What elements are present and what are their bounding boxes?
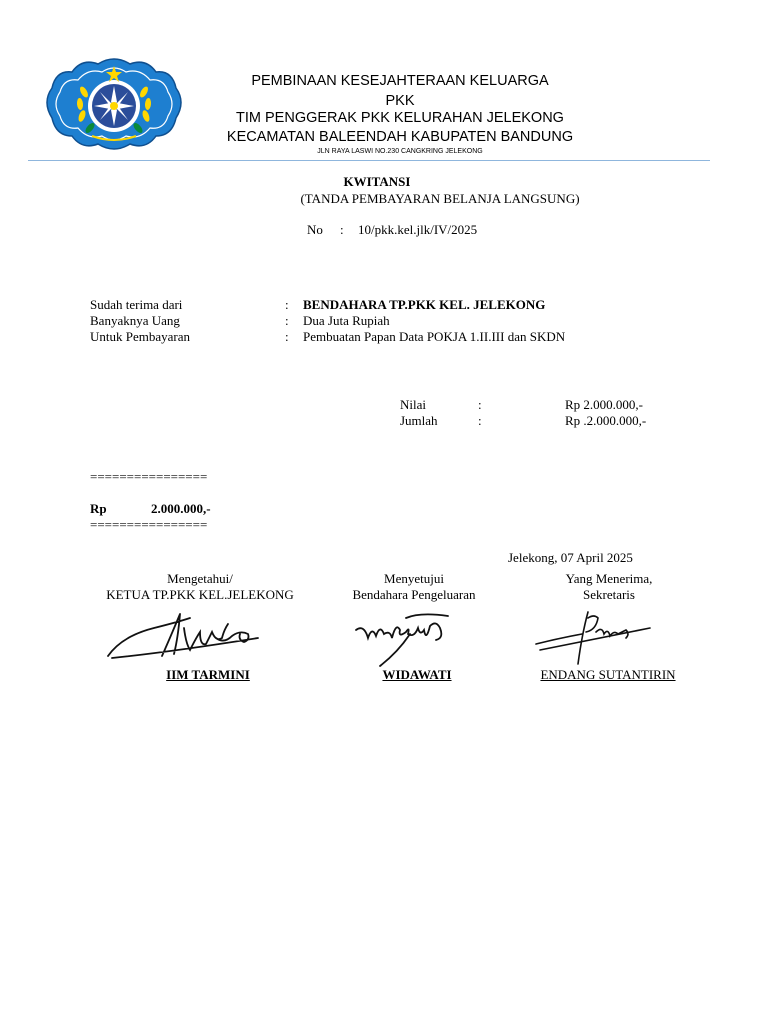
field-colon: : bbox=[285, 297, 289, 312]
field-label-purpose: Untuk Pembayaran bbox=[90, 329, 191, 344]
header-divider bbox=[28, 160, 710, 161]
signature-1-icon bbox=[100, 608, 270, 666]
signature-2-icon bbox=[350, 608, 460, 670]
number-label: No bbox=[307, 222, 323, 237]
signature-3-icon bbox=[530, 608, 660, 670]
receipt-date: Jelekong, 07 April 2025 bbox=[508, 550, 633, 565]
amount-colon: : bbox=[478, 397, 482, 412]
amount-label-nilai: Nilai bbox=[400, 397, 426, 412]
amount-label-jumlah: Jumlah bbox=[400, 413, 438, 428]
signatory-1-name: IIM TARMINI bbox=[166, 667, 250, 682]
receipt-subtitle: (TANDA PEMBAYARAN BELANJA LANGSUNG) bbox=[300, 191, 580, 206]
total-currency: Rp bbox=[90, 501, 107, 516]
signatory-1-position: KETUA TP.PKK KEL.JELEKONG bbox=[106, 587, 294, 602]
receipt-title: KWITANSI bbox=[343, 174, 411, 189]
field-colon: : bbox=[285, 329, 289, 344]
signatory-2-name: WIDAWATI bbox=[382, 667, 452, 682]
signatory-2-position: Bendahara Pengeluaran bbox=[352, 587, 476, 602]
header-pkk-line: PKK bbox=[385, 93, 415, 109]
total-separator-top: ================ bbox=[90, 469, 208, 484]
field-label-received-from: Sudah terima dari bbox=[90, 297, 183, 312]
signatory-2-role: Menyetujui bbox=[384, 571, 444, 586]
amount-colon: : bbox=[478, 413, 482, 428]
amount-value-nilai: Rp 2.000.000,- bbox=[565, 397, 643, 412]
total-separator-bottom: ================ bbox=[90, 517, 208, 532]
number-colon: : bbox=[340, 222, 344, 237]
signatory-3-role: Yang Menerima, bbox=[565, 571, 653, 586]
header-team-line: TIM PENGGERAK PKK KELURAHAN JELEKONG bbox=[236, 110, 564, 126]
header-district-line: KECAMATAN BALEENDAH KABUPATEN BANDUNG bbox=[226, 129, 574, 145]
header-address: JLN RAYA LASWI NO.230 CANGKRING JELEKONG bbox=[317, 148, 483, 155]
header-org-line: PEMBINAAN KESEJAHTERAAN KELUARGA bbox=[251, 73, 549, 89]
field-value-amount-words: Dua Juta Rupiah bbox=[303, 313, 390, 328]
field-value-received-from: BENDAHARA TP.PKK KEL. JELEKONG bbox=[303, 297, 546, 312]
field-label-amount-words: Banyaknya Uang bbox=[90, 313, 180, 328]
number-value: 10/pkk.kel.jlk/IV/2025 bbox=[358, 222, 478, 237]
signatory-1-role: Mengetahui/ bbox=[167, 571, 233, 586]
field-colon: : bbox=[285, 313, 289, 328]
total-value: 2.000.000,- bbox=[151, 501, 211, 516]
signatory-3-name: ENDANG SUTANTIRIN bbox=[540, 667, 676, 682]
amount-value-jumlah: Rp .2.000.000,- bbox=[565, 413, 647, 428]
field-value-purpose: Pembuatan Papan Data POKJA 1.II.III dan SKDN bbox=[303, 329, 566, 344]
signatory-3-position: Sekretaris bbox=[583, 587, 635, 602]
